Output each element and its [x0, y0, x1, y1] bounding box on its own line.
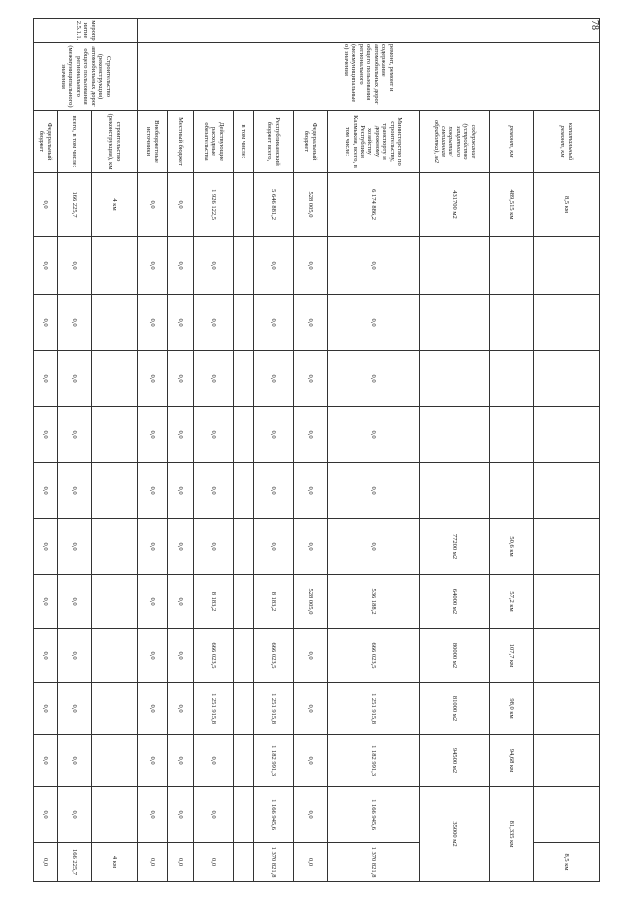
value-cell: 0,0	[328, 463, 420, 519]
value-cell: 0,0	[58, 629, 92, 683]
value-cell: 0,0	[138, 173, 168, 237]
table-row	[490, 19, 534, 882]
value-cell: 1 251 915,8	[328, 683, 420, 735]
table-row	[328, 19, 420, 882]
table-row	[168, 19, 194, 882]
value-cell: 0,0	[168, 735, 194, 787]
value-cell: 166 225,7	[58, 173, 92, 237]
value-cell: 666 023,5	[328, 629, 420, 683]
value-cell	[420, 407, 490, 463]
value-cell	[92, 575, 138, 629]
value-cell: 0,0	[168, 629, 194, 683]
value-cell	[92, 683, 138, 735]
value-cell: 0,0	[58, 735, 92, 787]
value-cell: 98,0 км	[490, 683, 534, 735]
value-cell: 0,0	[138, 351, 168, 407]
value-cell: 81000 м2	[420, 683, 490, 735]
row-label-cell: Федеральный бюджет	[294, 111, 328, 173]
value-cell	[234, 735, 254, 787]
value-cell: 0,0	[168, 407, 194, 463]
value-cell	[534, 237, 600, 295]
value-cell: 528 005,0	[294, 173, 328, 237]
value-cell: 0,0	[58, 463, 92, 519]
value-cell	[234, 787, 254, 843]
value-cell	[234, 295, 254, 351]
value-cell: 0,0	[138, 519, 168, 575]
measure-caption-cell: Строительство (реконструкция) автомобильных дорог общего пользования регионального (межмуниципального) значения	[34, 43, 138, 111]
value-cell: 0,0	[34, 173, 58, 237]
value-cell: 0,0	[294, 843, 328, 882]
value-cell: 0,0	[138, 407, 168, 463]
value-cell: 0,0	[138, 683, 168, 735]
table-row	[34, 19, 58, 882]
rotated-table-wrapper	[34, 18, 600, 882]
value-cell: 57,2 км	[490, 575, 534, 629]
row-label-cell: всего, в том числе:	[58, 111, 92, 173]
value-cell	[490, 295, 534, 351]
value-cell: 0,0	[168, 787, 194, 843]
value-cell: 666 023,5	[194, 629, 234, 683]
value-cell	[92, 463, 138, 519]
value-cell: 0,0	[34, 629, 58, 683]
value-cell	[534, 463, 600, 519]
task-caption-cell: ремонт, ремонт и содержание автомобильных дорог общего пользования регионального (межмуниципальные о) значения	[138, 43, 600, 111]
value-cell: 0,0	[254, 351, 294, 407]
value-cell: 0,0	[294, 629, 328, 683]
value-cell: 536 188,2	[328, 575, 420, 629]
value-cell: 0,0	[138, 787, 168, 843]
row-label-cell: Внебюджетные источники	[138, 111, 168, 173]
value-cell: 0,0	[58, 575, 92, 629]
row-label-cell: строительство (реконструкция), км	[92, 111, 138, 173]
value-cell: 5 646 881,2	[254, 173, 294, 237]
value-cell: 0,0	[328, 237, 420, 295]
value-cell	[234, 237, 254, 295]
value-cell: 1 166 945,6	[328, 787, 420, 843]
value-cell: 0,0	[168, 237, 194, 295]
value-cell	[490, 351, 534, 407]
value-cell: 0,0	[194, 843, 234, 882]
value-cell: 64000 м2	[420, 575, 490, 629]
table-row	[534, 19, 600, 882]
value-cell: 0,0	[34, 237, 58, 295]
value-cell: 4 км	[92, 173, 138, 237]
value-cell: 0,0	[138, 463, 168, 519]
value-cell: 0,0	[138, 735, 168, 787]
value-cell	[92, 735, 138, 787]
value-cell: 0,0	[34, 843, 58, 882]
value-cell: 77200 м2	[420, 519, 490, 575]
value-cell: 1 370 821,8	[328, 843, 420, 882]
value-cell	[534, 629, 600, 683]
row-label-cell: в том числе:	[234, 111, 254, 173]
value-cell	[92, 629, 138, 683]
value-cell: 0,0	[168, 843, 194, 882]
value-cell	[234, 519, 254, 575]
value-cell: 0,0	[138, 629, 168, 683]
value-cell: 0,0	[34, 787, 58, 843]
value-cell: 0,0	[294, 237, 328, 295]
value-cell: 0,0	[34, 351, 58, 407]
value-cell: 0,0	[194, 735, 234, 787]
value-cell: 0,0	[194, 351, 234, 407]
table-row	[92, 19, 138, 882]
value-cell: 8,5 км	[534, 843, 600, 882]
value-cell: 0,0	[168, 173, 194, 237]
value-cell	[92, 519, 138, 575]
value-cell: 528 005,0	[294, 575, 328, 629]
value-cell	[534, 351, 600, 407]
value-cell	[234, 575, 254, 629]
value-cell: 0,0	[138, 237, 168, 295]
value-cell: 0,0	[34, 683, 58, 735]
value-cell	[534, 519, 600, 575]
row-label-cell: Действующие расходные обязательства	[194, 111, 234, 173]
value-cell: 80000 м2	[420, 629, 490, 683]
value-cell: 0,0	[294, 735, 328, 787]
value-cell: 6 174 886,2	[328, 173, 420, 237]
value-cell: 107,7 км	[490, 629, 534, 683]
value-cell: 0,0	[294, 519, 328, 575]
value-cell	[234, 407, 254, 463]
blank-index-cell	[138, 19, 600, 43]
value-cell: 0,0	[294, 683, 328, 735]
value-cell: 0,0	[254, 237, 294, 295]
value-cell: 1 926 122,5	[194, 173, 234, 237]
value-cell	[92, 407, 138, 463]
value-cell	[420, 295, 490, 351]
value-cell	[234, 463, 254, 519]
value-cell: 0,0	[168, 463, 194, 519]
value-cell: 0,0	[328, 295, 420, 351]
row-label-cell: капитальный ремонт, км	[534, 111, 600, 173]
value-cell: 50,6 км	[490, 519, 534, 575]
table-row	[294, 19, 328, 882]
value-cell: 0,0	[168, 519, 194, 575]
value-cell: 0,0	[194, 295, 234, 351]
value-cell: 4 км	[92, 843, 138, 882]
value-cell: 0,0	[254, 463, 294, 519]
value-cell: 0,0	[294, 407, 328, 463]
value-cell	[420, 237, 490, 295]
row-label-cell: Федеральный бюджет	[34, 111, 58, 173]
value-cell: 0,0	[294, 351, 328, 407]
value-cell	[490, 237, 534, 295]
value-cell	[92, 237, 138, 295]
value-cell: 8 183,2	[194, 575, 234, 629]
value-cell: 1 166 945,6	[254, 787, 294, 843]
value-cell: 1 370 821,8	[254, 843, 294, 882]
value-cell: 0,0	[34, 463, 58, 519]
value-cell	[534, 407, 600, 463]
table-row	[420, 19, 490, 882]
value-cell: 81,335 км	[490, 787, 534, 882]
page-number: 78	[589, 20, 600, 30]
value-cell	[234, 843, 254, 882]
value-cell: 35000 м2	[420, 787, 490, 882]
value-cell	[534, 787, 600, 843]
value-cell: 0,0	[194, 237, 234, 295]
row-label-cell: Республиканский бюджет всего,	[254, 111, 294, 173]
value-cell: 0,0	[254, 519, 294, 575]
value-cell: 0,0	[34, 519, 58, 575]
value-cell: 1 251 915,8	[254, 683, 294, 735]
row-label-cell: Местный бюджет	[168, 111, 194, 173]
value-cell: 0,0	[194, 463, 234, 519]
value-cell	[92, 351, 138, 407]
value-cell: 0,0	[168, 575, 194, 629]
value-cell: 0,0	[138, 295, 168, 351]
value-cell: 0,0	[34, 407, 58, 463]
value-cell: 0,0	[328, 407, 420, 463]
value-cell: 0,0	[138, 843, 168, 882]
value-cell: 0,0	[58, 787, 92, 843]
value-cell: 8 183,2	[254, 575, 294, 629]
value-cell: 0,0	[294, 295, 328, 351]
value-cell: 0,0	[328, 519, 420, 575]
value-cell: 0,0	[168, 683, 194, 735]
value-cell	[534, 735, 600, 787]
value-cell: 0,0	[58, 683, 92, 735]
value-cell: 166 225,7	[58, 843, 92, 882]
table-row	[254, 19, 294, 882]
value-cell	[92, 295, 138, 351]
row-label-cell: содержание (устройство защитного покрытия/смешанная обработка), м2	[420, 111, 490, 173]
value-cell: 666 023,5	[254, 629, 294, 683]
value-cell	[534, 683, 600, 735]
value-cell	[534, 295, 600, 351]
value-cell: 0,0	[58, 351, 92, 407]
value-cell: 0,0	[168, 295, 194, 351]
measure-code-cell: мероприятие 2.5.1.1.	[34, 19, 138, 43]
value-cell	[490, 407, 534, 463]
value-cell: 0,0	[194, 787, 234, 843]
value-cell: 0,0	[58, 519, 92, 575]
value-cell: 0,0	[34, 735, 58, 787]
value-cell: 8,5 км	[534, 173, 600, 237]
value-cell: 0,0	[254, 295, 294, 351]
value-cell: 0,0	[34, 575, 58, 629]
value-cell: 0,0	[58, 237, 92, 295]
value-cell	[92, 787, 138, 843]
value-cell: 489,515 км	[490, 173, 534, 237]
value-cell	[234, 351, 254, 407]
table-row	[58, 19, 92, 882]
value-cell	[420, 351, 490, 407]
row-label-cell: ремонт, км	[490, 111, 534, 173]
value-cell	[420, 463, 490, 519]
value-cell: 0,0	[194, 519, 234, 575]
row-label-cell: Министерство по строительству, транспорту и дорожному хозяйству Республики Калмыкия, всего, в том числе:	[328, 111, 420, 173]
value-cell: 94,68 км	[490, 735, 534, 787]
value-cell: 0,0	[194, 407, 234, 463]
value-cell: 0,0	[294, 463, 328, 519]
value-cell: 1 182 991,3	[254, 735, 294, 787]
value-cell: 1 182 991,3	[328, 735, 420, 787]
value-cell: 94500 м2	[420, 735, 490, 787]
value-cell	[234, 173, 254, 237]
value-cell: 0,0	[138, 575, 168, 629]
value-cell	[234, 629, 254, 683]
value-cell	[534, 575, 600, 629]
value-cell	[490, 463, 534, 519]
value-cell: 0,0	[58, 295, 92, 351]
value-cell: 1 251 915,8	[194, 683, 234, 735]
table-row	[194, 19, 234, 882]
value-cell: 0,0	[58, 407, 92, 463]
budget-table	[33, 18, 600, 882]
value-cell: 0,0	[34, 295, 58, 351]
value-cell: 0,0	[294, 787, 328, 843]
value-cell: 0,0	[328, 351, 420, 407]
table-row	[138, 19, 168, 882]
value-cell	[234, 683, 254, 735]
value-cell: 0,0	[254, 407, 294, 463]
value-cell: 0,0	[168, 351, 194, 407]
value-cell: 431700 м2	[420, 173, 490, 237]
table-row	[234, 19, 254, 882]
